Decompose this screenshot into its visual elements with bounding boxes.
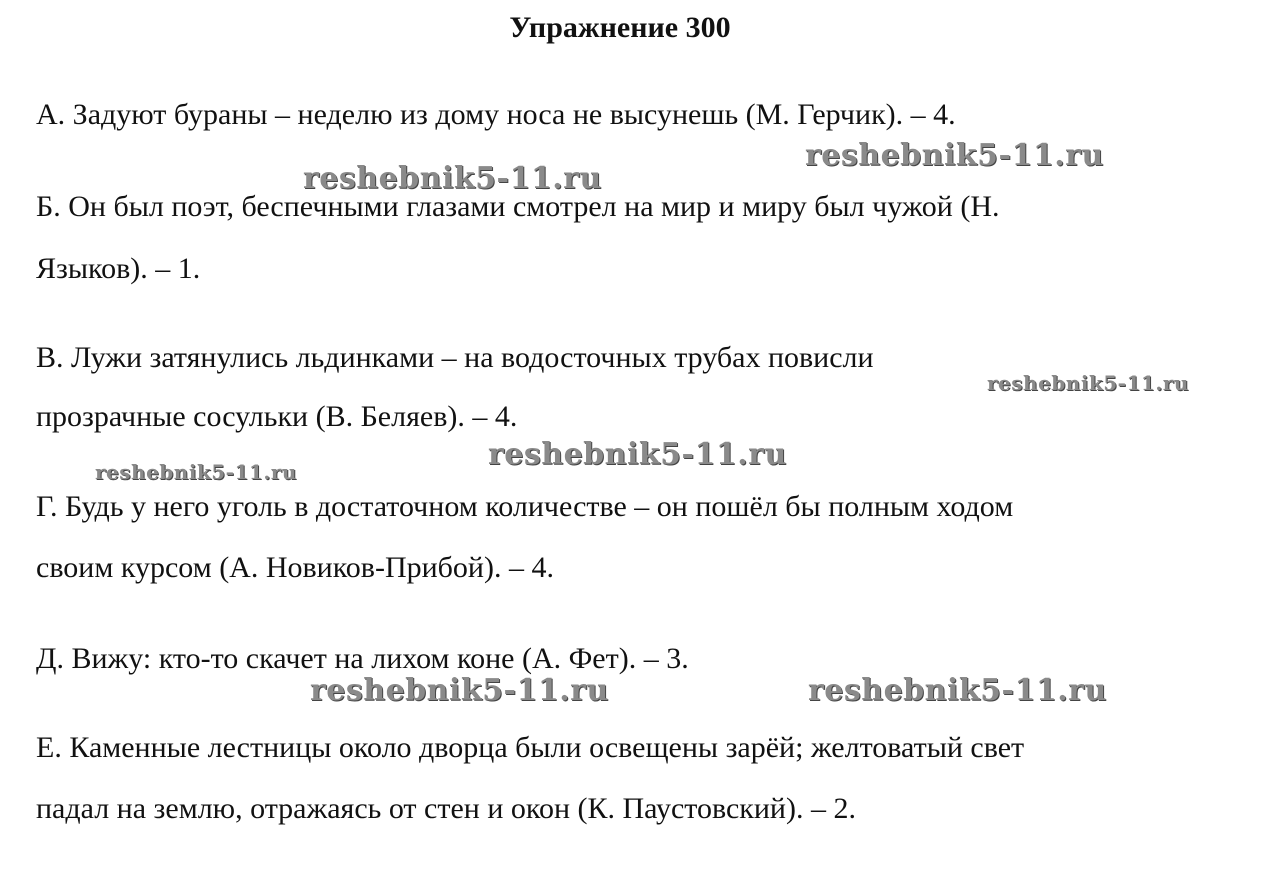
sentence-g-line-1: Г. Будь у него уголь в достаточном количестве – он пошёл бы полным ходом xyxy=(36,490,1014,523)
watermark: reshebnik5-11.ru xyxy=(303,161,602,196)
sentence-a-line-1: А. Задуют бураны – неделю из дому носа не высунешь (М. Герчик). – 4. xyxy=(36,98,956,131)
watermark: reshebnik5-11.ru xyxy=(488,437,787,472)
page-title: Упражнение 300 xyxy=(509,11,731,44)
sentence-d-line-1: Д. Вижу: кто-то скачет на лихом коне (А. Фет). – 3. xyxy=(36,642,689,675)
watermark: reshebnik5-11.ru xyxy=(987,371,1189,395)
watermark: reshebnik5-11.ru xyxy=(805,138,1104,173)
sentence-v-line-2: прозрачные сосульки (В. Беляев). – 4. xyxy=(36,400,518,433)
watermark: reshebnik5-11.ru xyxy=(310,673,609,708)
sentence-b-line-2: Языков). – 1. xyxy=(36,252,201,285)
watermark: reshebnik5-11.ru xyxy=(808,673,1107,708)
sentence-v-line-1: В. Лужи затянулись льдинками – на водосточных трубах повисли xyxy=(36,341,874,374)
sentence-e-line-1: Е. Каменные лестницы около дворца были освещены зарёй; желтоватый свет xyxy=(36,731,1025,764)
sentence-g-line-2: своим курсом (А. Новиков-Прибой). – 4. xyxy=(36,551,554,584)
sentence-e-line-2: падал на землю, отражаясь от стен и окон (К. Паустовский). – 2. xyxy=(36,792,856,825)
watermark: reshebnik5-11.ru xyxy=(95,460,297,484)
sentence-b-line-1: Б. Он был поэт, беспечными глазами смотрел на мир и миру был чужой (Н. xyxy=(36,190,1000,223)
